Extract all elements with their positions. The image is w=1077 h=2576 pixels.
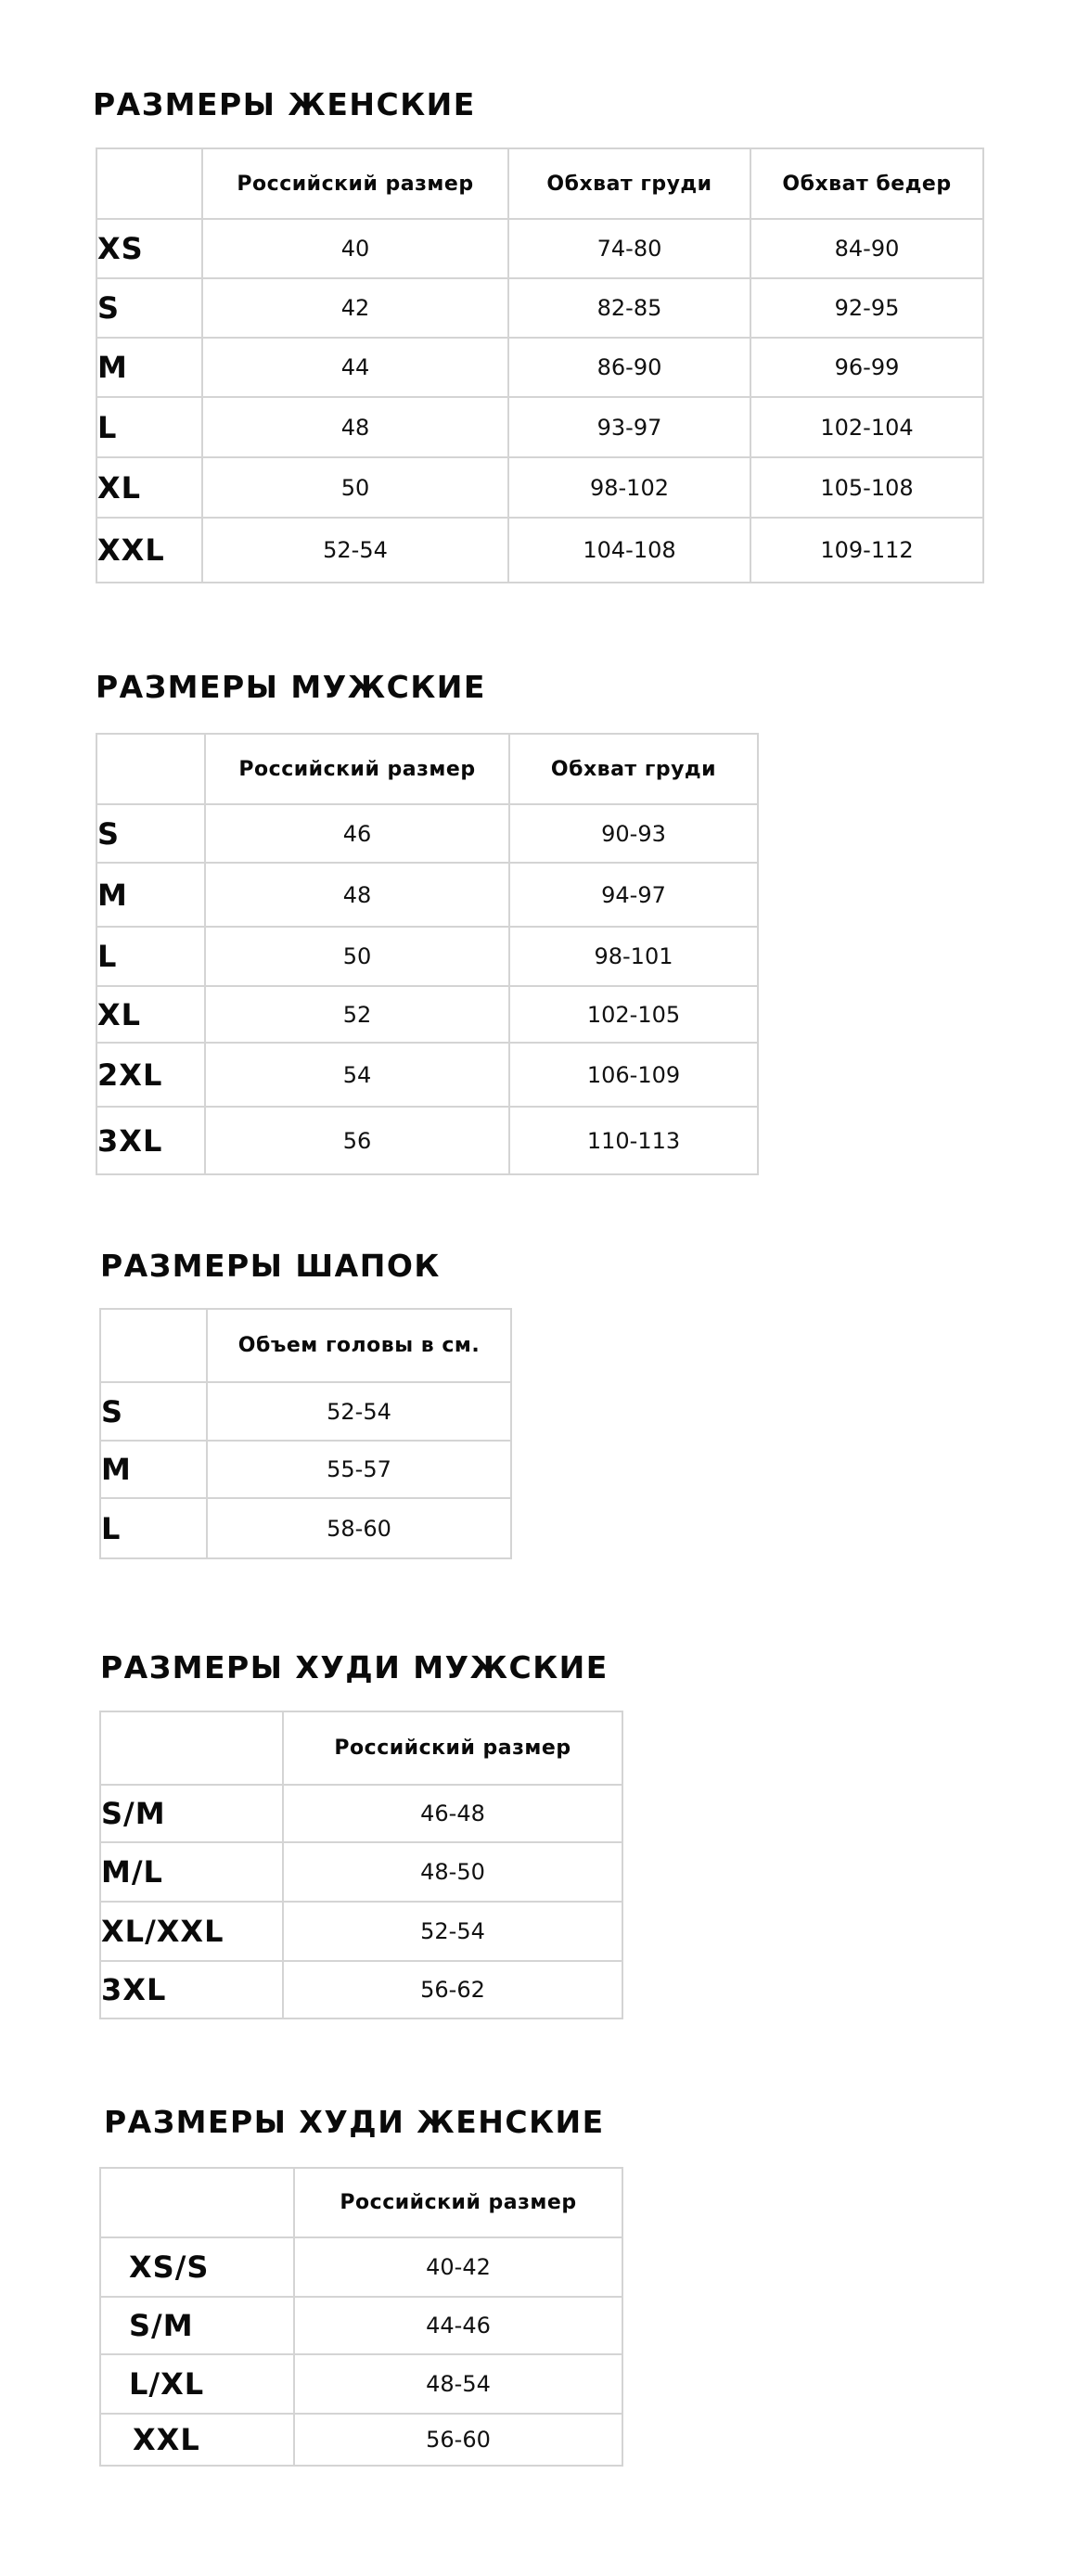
size-label: XL/XXL [100, 1902, 283, 1961]
value-cell: 52-54 [207, 1382, 511, 1441]
table-row [100, 1785, 622, 1842]
value-cell: 93-97 [508, 397, 750, 457]
value-cell: 105-108 [750, 457, 983, 518]
value-cell: 96-99 [750, 338, 983, 397]
table-header-row [96, 734, 758, 804]
value-cell: 46 [205, 804, 509, 863]
value-cell: 104-108 [508, 518, 750, 583]
value-cell: 50 [202, 457, 508, 518]
size-label: XS/S [100, 2237, 294, 2297]
value-cell: 94-97 [509, 863, 758, 927]
section-title-hoodies-men: РАЗМЕРЫ ХУДИ МУЖСКИЕ [100, 1649, 609, 1685]
value-cell: 74-80 [508, 219, 750, 278]
value-cell: 106-109 [509, 1043, 758, 1107]
table-row [96, 278, 983, 338]
table-row [100, 1498, 511, 1558]
header-cell-ru-size: Российский размер [283, 1711, 622, 1785]
size-label: S [96, 278, 202, 338]
table-row [100, 1902, 622, 1961]
size-label: XXL [100, 2414, 294, 2466]
header-cell-ru-size: Российский размер [205, 734, 509, 804]
value-cell: 92-95 [750, 278, 983, 338]
value-cell: 58-60 [207, 1498, 511, 1558]
value-cell: 109-112 [750, 518, 983, 583]
value-cell: 54 [205, 1043, 509, 1107]
size-label: XL [96, 457, 202, 518]
table-row [96, 1043, 758, 1107]
value-cell: 44 [202, 338, 508, 397]
size-label: L [100, 1498, 207, 1558]
header-cell-ru-size: Российский размер [202, 148, 508, 219]
section-title-hats: РАЗМЕРЫ ШАПОК [100, 1248, 441, 1284]
header-cell-empty [100, 1309, 207, 1382]
value-cell: 50 [205, 927, 509, 986]
value-cell: 52 [205, 986, 509, 1043]
size-label: 2XL [96, 1043, 205, 1107]
header-cell-chest: Обхват груди [509, 734, 758, 804]
header-cell-chest: Обхват груди [508, 148, 750, 219]
size-label: S/M [100, 2297, 294, 2354]
value-cell: 48 [202, 397, 508, 457]
table-row [100, 1441, 511, 1498]
value-cell: 98-101 [509, 927, 758, 986]
value-cell: 40-42 [294, 2237, 622, 2297]
size-label: XL [96, 986, 205, 1043]
value-cell: 44-46 [294, 2297, 622, 2354]
value-cell: 102-105 [509, 986, 758, 1043]
value-cell: 52-54 [202, 518, 508, 583]
size-label: XS [96, 219, 202, 278]
size-table-men [96, 733, 759, 1175]
value-cell: 55-57 [207, 1441, 511, 1498]
section-title-women: РАЗМЕРЫ ЖЕНСКИЕ [93, 86, 476, 122]
table-row [96, 338, 983, 397]
table-row [96, 518, 983, 583]
table-header-row [100, 1309, 511, 1382]
table-row [100, 2414, 622, 2466]
header-cell-empty [100, 1711, 283, 1785]
value-cell: 98-102 [508, 457, 750, 518]
header-cell-empty [96, 734, 205, 804]
table-row [96, 1107, 758, 1174]
table-row [100, 1961, 622, 2019]
table-row [96, 927, 758, 986]
value-cell: 56-60 [294, 2414, 622, 2466]
size-table-hats [99, 1308, 512, 1559]
size-label: L [96, 397, 202, 457]
value-cell: 90-93 [509, 804, 758, 863]
size-label: 3XL [100, 1961, 283, 2019]
header-cell-empty [100, 2168, 294, 2237]
value-cell: 110-113 [509, 1107, 758, 1174]
table-row [96, 457, 983, 518]
table-row [96, 804, 758, 863]
value-cell: 102-104 [750, 397, 983, 457]
value-cell: 48 [205, 863, 509, 927]
value-cell: 42 [202, 278, 508, 338]
size-label: M [100, 1441, 207, 1498]
size-label: S [96, 804, 205, 863]
header-cell-empty [96, 148, 202, 219]
table-row [100, 1382, 511, 1441]
value-cell: 40 [202, 219, 508, 278]
table-row [96, 986, 758, 1043]
size-label: M [96, 338, 202, 397]
header-cell-hips: Обхват бедер [750, 148, 983, 219]
section-title-men: РАЗМЕРЫ МУЖСКИЕ [96, 669, 486, 705]
value-cell: 48-50 [283, 1842, 622, 1902]
table-row [100, 2354, 622, 2414]
size-table-hoodies-women [99, 2167, 623, 2467]
table-header-row [96, 148, 983, 219]
table-row [96, 863, 758, 927]
section-title-hoodies-women: РАЗМЕРЫ ХУДИ ЖЕНСКИЕ [104, 2104, 605, 2140]
size-table-women [96, 147, 984, 583]
value-cell: 56 [205, 1107, 509, 1174]
size-label: XXL [96, 518, 202, 583]
size-table-hoodies-men [99, 1711, 623, 2019]
size-label: 3XL [96, 1107, 205, 1174]
header-cell-head-circumference: Объем головы в см. [207, 1309, 511, 1382]
table-header-row [100, 1711, 622, 1785]
value-cell: 84-90 [750, 219, 983, 278]
size-label: L [96, 927, 205, 986]
size-label: M [96, 863, 205, 927]
size-label: L/XL [100, 2354, 294, 2414]
value-cell: 56-62 [283, 1961, 622, 2019]
value-cell: 48-54 [294, 2354, 622, 2414]
table-row [100, 2237, 622, 2297]
value-cell: 46-48 [283, 1785, 622, 1842]
table-row [100, 1842, 622, 1902]
size-label: M/L [100, 1842, 283, 1902]
value-cell: 82-85 [508, 278, 750, 338]
table-row [96, 219, 983, 278]
header-cell-ru-size: Российский размер [294, 2168, 622, 2237]
size-label: S [100, 1382, 207, 1441]
value-cell: 52-54 [283, 1902, 622, 1961]
value-cell: 86-90 [508, 338, 750, 397]
table-header-row [100, 2168, 622, 2237]
table-row [96, 397, 983, 457]
table-row [100, 2297, 622, 2354]
size-label: S/M [100, 1785, 283, 1842]
